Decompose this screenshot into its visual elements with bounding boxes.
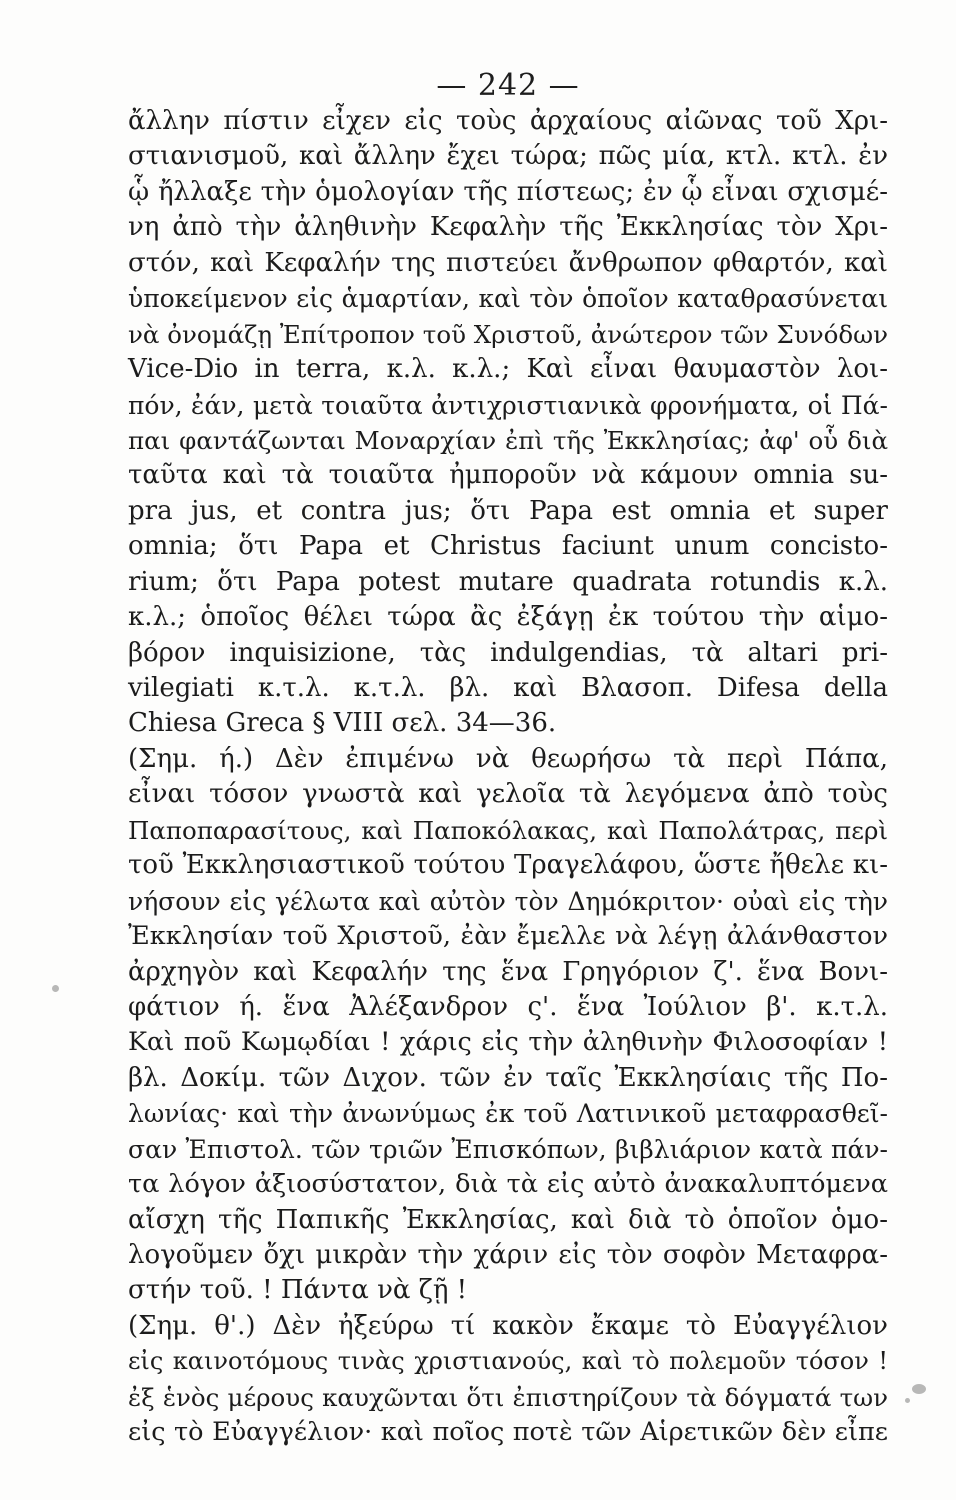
text-line: ἀρχηγὸν καὶ Κεφαλήν της ἕνα Γρηγόριον ζ'. ἕνα Βονι-: [128, 956, 888, 987]
body-text: [128, 104, 888, 1451]
text-line: Vice-Dio in terra, κ.λ. κ.λ.; Καὶ εἶναι θαυμαστὸν λοι-: [128, 354, 888, 385]
text-line: νὰ ὀνομάζῃ Ἐπίτροπον τοῦ Χριστοῦ, ἀνώτερον τῶν Συνόδων: [128, 319, 888, 349]
text-line: pra jus, et contra jus; ὅτι Papa est omnia et super: [128, 495, 888, 526]
text-line: ᾧ ἤλλαξε τὴν ὁμολογίαν τῆς πίστεως; ἐν ᾧ εἶναι σχισμέ-: [128, 176, 888, 207]
text-line: εἶναι τόσον γνωστὰ καὶ γελοῖα τὰ λεγόμενα ἀπὸ τοὺς: [128, 779, 888, 810]
text-line: παι φαντάζωνται Μοναρχίαν ἐπὶ τῆς Ἐκκλησίας; ἀφ' οὗ διὰ: [128, 425, 888, 455]
text-line: omnia; ὅτι Papa et Christus faciunt unum concisto-: [128, 531, 888, 562]
paper-speck: [912, 1384, 926, 1394]
text-line: λωνίας· καὶ τὴν ἀνωνύμως ἐκ τοῦ Λατινικοῦ μεταφρασθεῖ-: [128, 1099, 888, 1129]
text-line: Παποπαρασίτους, καὶ Παποκόλακας, καὶ Παπολάτρας, περὶ: [128, 815, 888, 845]
text-line: στήν τοῦ. ! Πάντα νὰ ζῇ !: [128, 1275, 468, 1306]
text-line: τοῦ Ἐκκλησιαστικοῦ τούτου Τραγελάφου, ὥστε ἤθελε κι-: [128, 850, 888, 881]
text-line: Chiesa Greca § VIII σελ. 34—36.: [128, 708, 557, 739]
text-line: ὑποκείμενον εἰς ἁμαρτίαν, καὶ τὸν ὁποῖον καταθρασύνεται: [128, 284, 888, 314]
text-line: (Σημ. ή.) Δὲν ἐπιμένω νὰ θεωρήσω τὰ περὶ Πάπα,: [128, 743, 888, 774]
text-line: εἰς καινοτόμους τινὰς χριστιανούς, καὶ τὸ πολεμοῦν τόσον !: [128, 1347, 888, 1376]
text-line: σαν Ἐπιστολ. τῶν τριῶν Ἐπισκόπων, βιβλιάριον κατὰ πάν-: [128, 1134, 888, 1164]
paper-speck: [905, 1398, 910, 1403]
text-line: Καὶ ποῦ Κωμῳδίαι ! χάρις εἰς τὴν ἀληθινὴν Φιλοσοφίαν !: [128, 1027, 888, 1058]
text-line: εἰς τὸ Εὐαγγέλιον· καὶ ποῖος ποτὲ τῶν Αἱρετικῶν δὲν εἶπε: [128, 1417, 888, 1448]
paper-speck: [52, 985, 59, 992]
text-line: Ἐκκλησίαν τοῦ Χριστοῦ, ἐὰν ἔμελλε νὰ λέγῃ ἀλάνθαστον: [128, 921, 888, 952]
text-line: φάτιον ή. ἕνα Ἀλέξανδρον ς'. ἕνα Ἰούλιον β'. κ.τ.λ.: [128, 991, 888, 1022]
text-line: rium; ὅτι Papa potest mutare quadrata rotundis κ.λ.: [128, 566, 888, 597]
text-line: νήσουν εἰς γέλωτα καὶ αὐτὸν τὸν Δημόκριτον· οὐαὶ εἰς τὴν: [128, 886, 888, 916]
text-line: στόν, καὶ Κεφαλήν της πιστεύει ἄνθρωπον φθαρτόν, καὶ: [128, 247, 888, 278]
text-line: ἐξ ἑνὸς μέρους καυχῶνται ὅτι ἐπιστηρίζουν τὰ δόγματά των: [128, 1382, 888, 1412]
text-line: (Σημ. θ'.) Δὲν ἠξεύρω τί κακὸν ἔκαμε τὸ Εὐαγγέλιον: [128, 1310, 888, 1341]
text-line: vilegiati κ.τ.λ. κ.τ.λ. βλ. καὶ Βλασοπ. Difesa della: [128, 673, 888, 703]
text-line: λογοῦμεν ὄχι μικρὰν τὴν χάριν εἰς τὸν σοφὸν Μεταφρα-: [128, 1240, 888, 1270]
text-line: νη ἀπὸ τὴν ἀληθινὴν Κεφαλὴν τῆς Ἐκκλησίας τὸν Χρι-: [128, 212, 888, 243]
text-line: ἄλλην πίστιν εἶχεν εἰς τοὺς ἀρχαίους αἰῶνας τοῦ Χρι-: [128, 106, 888, 136]
text-line: αἴσχη τῆς Παπικῆς Ἐκκλησίας, καὶ διὰ τὸ ὁποῖον ὁμο-: [128, 1204, 888, 1235]
text-line: πόν, ἐάν, μετὰ τοιαῦτα ἀντιχριστιανικὰ φρονήματα, οἱ Πά-: [128, 390, 888, 420]
text-line: βλ. Δοκίμ. τῶν Διχον. τῶν ἐν ταῖς Ἐκκλησίαις τῆς Πο-: [128, 1062, 888, 1093]
page-number: — 242 —: [436, 68, 580, 103]
text-line: ταῦτα καὶ τὰ τοιαῦτα ἠμποροῦν νὰ κάμουν omnia su-: [128, 460, 888, 491]
text-line: βόρον inquisizione, τὰς indulgendias, τὰ altari pri-: [128, 637, 888, 668]
text-line: στιανισμοῦ, καὶ ἄλλην ἔχει τώρα; πῶς μία, κτλ. κτλ. ἐν: [128, 141, 888, 172]
text-line: τα λόγον ἀξιοσύστατον, διὰ τὰ εἰς αὐτὸ ἀνακαλυπτόμενα: [128, 1169, 888, 1200]
text-line: κ.λ.; ὁποῖος θέλει τώρα ἂς ἐξάγῃ ἐκ τούτου τὴν αἱμο-: [128, 602, 888, 633]
